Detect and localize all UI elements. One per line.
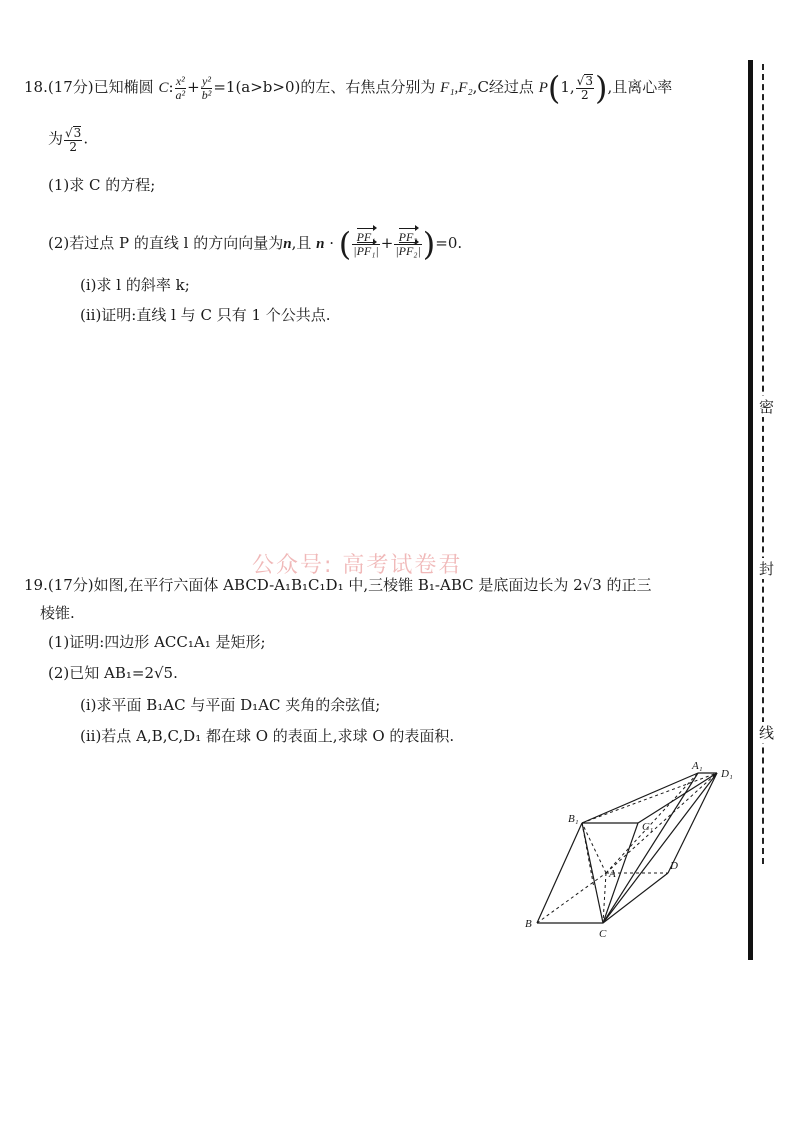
label-d1: D₁ (721, 768, 733, 780)
binding-dashed-line (762, 64, 764, 864)
q19-line2: 棱锥. (40, 604, 75, 622)
q18-intro: 已知椭圆 (93, 78, 154, 96)
label-b1: B₁ (568, 813, 579, 825)
hidden-a-b (537, 873, 606, 923)
q18-mid: ,C经过点 (472, 78, 534, 96)
watermark: 公众号: 高考试卷君 (252, 553, 463, 578)
q18-line1: 18.(17分)已知椭圆 C: $\frac{\text{x²}}{\text{a²}}$ + $\frac{\text{y²}}{\text{b²}}$ =1(a>b>0)的左、右焦点分别为 F₁,F₂,C经过点 P(1, $\frac{√3}{2}$ ),且离心率 (24, 69, 673, 107)
binding-char-feng: 封 (759, 560, 775, 578)
binding-char-mi: 密 (759, 398, 775, 416)
q18-foci: F₁,F₂ (440, 80, 473, 96)
q19-part2: (2)已知 AB₁=2√5. (48, 664, 178, 682)
q18-part2-mid: ,且 (291, 234, 312, 252)
q18-vector-n: n (283, 236, 292, 252)
edge-b1-c (582, 823, 603, 923)
q18-sub-ii: (ii)证明:直线 l 与 C 只有 1 个公共点. (80, 306, 331, 324)
edge-b1-a1 (582, 773, 698, 823)
q18-part1: (1)求 C 的方程; (48, 176, 156, 194)
binding-char-xian: 线 (759, 724, 775, 742)
q19-part1: (1)证明:四边形 ACC₁A₁ 是矩形; (48, 633, 266, 651)
edge-c-d1 (603, 773, 717, 923)
q18-number: 18. (24, 78, 48, 96)
label-a: A (609, 868, 616, 880)
q18-part2-pre: (2)若过点 P 的直线 l 的方向向量为 (48, 234, 284, 252)
q19-sub-i: (i)求平面 B₁AC 与平面 D₁AC 夹角的余弦值; (80, 696, 381, 714)
q18-curve-name: C (158, 80, 169, 96)
label-a1: A₁ (692, 760, 703, 772)
q18-eccentricity-value: $\frac{√3}{2}$ (65, 126, 82, 154)
label-b: B (525, 918, 532, 930)
parallelepiped-figure (520, 760, 750, 945)
q18-tail: ,且离心率 (607, 78, 673, 96)
edge-b-b1 (537, 823, 582, 923)
hidden-a-b1 (582, 823, 606, 873)
label-d: D (670, 860, 678, 872)
q18-line2: 为 $\frac{√3}{2}$ . (48, 126, 89, 154)
q18-score: (17分) (47, 78, 94, 96)
q18-frac-x: $\frac{\text{x²}}{\text{a²}}$ (175, 73, 186, 102)
q18-sub-i: (i)求 l 的斜率 k; (80, 276, 190, 294)
q19-line1: 19.(17分)如图,在平行六面体 ABCD-A₁B₁C₁D₁ 中,三棱锥 B₁-ABC 是底面边长为 2√3 的正三 (24, 576, 652, 594)
q18-part2-end: =0. (435, 234, 463, 252)
q18-eccentricity-label: 为 (48, 129, 64, 148)
label-c1: C₁ (642, 821, 654, 833)
q18-frac-y: $\frac{\text{y²}}{\text{b²}}$ (201, 73, 212, 102)
binding-solid-bar (748, 60, 753, 960)
q18-unit-pf2: $\frac{\text{PF₂}}{\text{|PF₂|}}$ (395, 229, 421, 258)
q19-sub-ii: (ii)若点 A,B,C,D₁ 都在球 O 的表面上,求球 O 的表面积. (80, 727, 455, 745)
q18-eq-suffix: =1(a>b>0)的左、右焦点分别为 (213, 78, 436, 96)
q18-part2: (2)若过点 P 的直线 l 的方向向量为n,且 n · ( $\frac{\text{PF₁}}{\text{|PF₁|}}$ + $\frac{\text{PF₂}}{\text{|PF₂|}}$ )=0. (48, 225, 463, 263)
q18-point-y: $\frac{√3}{2}$ (576, 74, 593, 102)
q18-unit-pf1: $\frac{\text{PF₁}}{\text{|PF₁|}}$ (353, 229, 379, 258)
edge-a1-c (603, 773, 698, 923)
label-c: C (599, 928, 607, 940)
q18-point: P (538, 80, 548, 96)
